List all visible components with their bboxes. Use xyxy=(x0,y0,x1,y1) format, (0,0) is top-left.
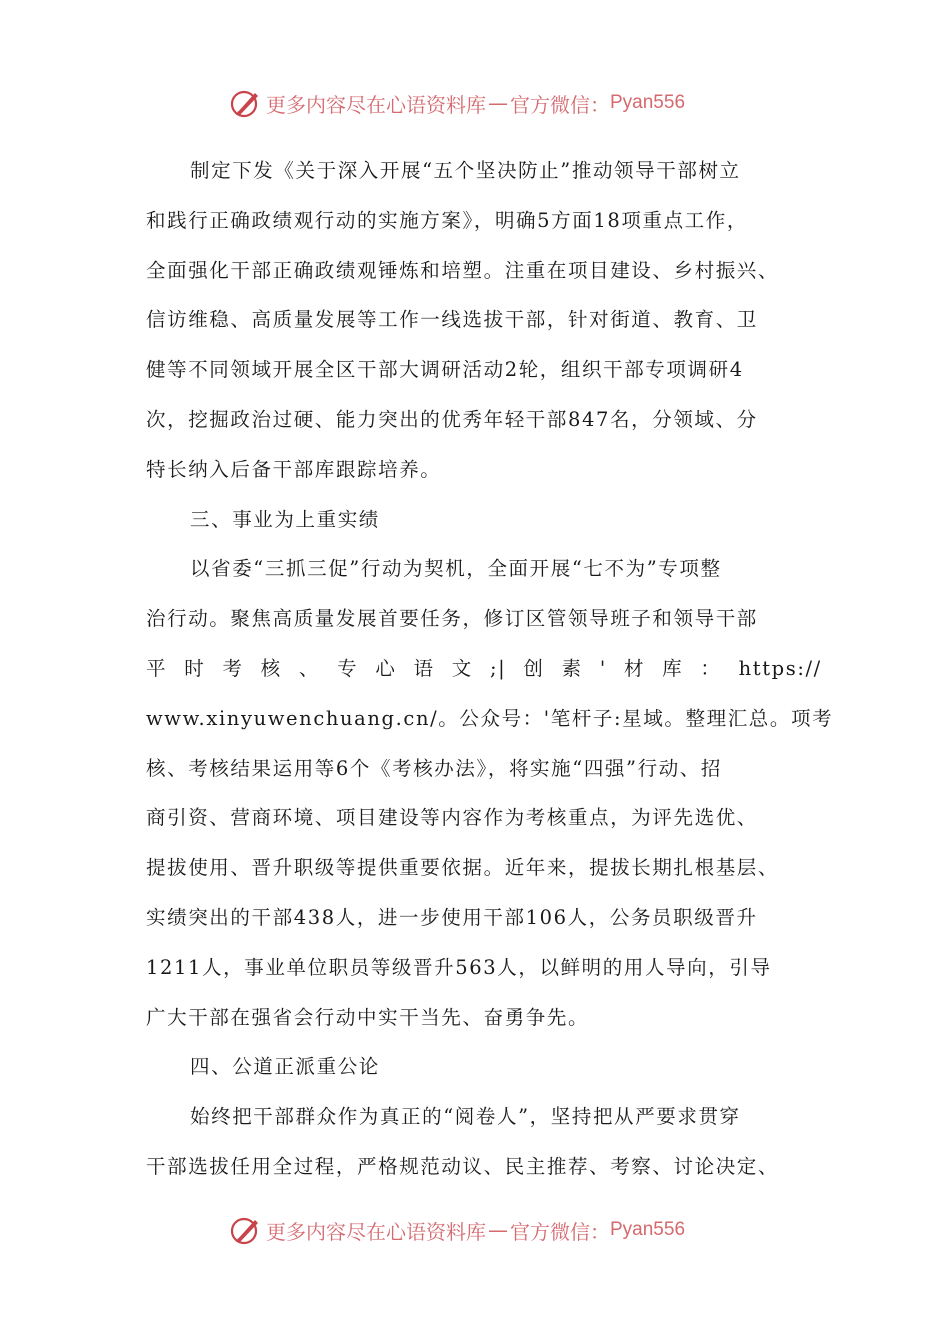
watermark-banner-top xyxy=(228,86,685,120)
spaced-char: ;| xyxy=(489,656,507,680)
spaced-char: 考 xyxy=(222,656,244,680)
paragraph-line: 和践行正确政绩观行动的实施方案》，明确5方面18项重点工作， xyxy=(146,208,748,232)
spaced-paragraph-line xyxy=(146,644,822,694)
spaced-char: 时 xyxy=(184,656,206,680)
paragraph-line: 制定下发《关于深入开展“五个坚决防止”推动领导干部树立 xyxy=(190,159,741,182)
document-body xyxy=(146,146,834,1192)
paragraph-line: 广大干部在强省会行动中实干当先、奋勇争先。 xyxy=(146,1005,590,1029)
paragraph-line: 以省委“三抓三促”行动为契机，全面开展“七不为”专项整 xyxy=(190,557,722,581)
banner-dash: — xyxy=(488,91,508,115)
spaced-char: 专 xyxy=(337,656,359,680)
banner-brand-text: 更多内容尽在心语资料库 xyxy=(266,92,486,117)
paragraph-line: www.xinyuwenchuang.cn/。公众号：'笔杆子:星域。整理汇总。项考 xyxy=(146,706,834,730)
paragraph-line: 信访维稳、高质量发展等工作一线选拔干部，针对街道、教育、卫 xyxy=(146,308,758,332)
banner-official-label: 官方微信： xyxy=(510,1219,610,1244)
url-text: https:// xyxy=(738,656,822,680)
watermark-banner-bottom xyxy=(228,1213,685,1247)
spaced-char: 语 xyxy=(413,656,435,680)
spaced-char: 、 xyxy=(298,656,320,680)
paragraph-line: 提拔使用、晋升职级等提供重要依据。近年来，提拔长期扎根基层、 xyxy=(146,856,780,880)
paragraph-line: 1211人，事业单位职员等级晋升563人，以鲜明的用人导向，引导 xyxy=(146,955,772,979)
spaced-char: 核 xyxy=(260,656,282,680)
spaced-char: ： xyxy=(700,656,722,680)
pen-logo-icon xyxy=(228,1213,262,1247)
paragraph-line: 干部选拔任用全过程，严格规范动议、民主推荐、考察、讨论决定、 xyxy=(146,1154,780,1178)
spaced-char: 平 xyxy=(146,656,168,680)
banner-brand-text: 更多内容尽在心语资料库 xyxy=(266,1219,486,1244)
spaced-char: 心 xyxy=(375,656,397,680)
spaced-char: 材 xyxy=(623,656,646,680)
paragraph-line: 商引资、营商环境、项目建设等内容作为考核重点，为评先选优、 xyxy=(146,806,758,830)
spaced-char: 文 xyxy=(451,656,473,680)
paragraph-line: 始终把干部群众作为真正的“阅卷人”，坚持把从严要求贯穿 xyxy=(190,1105,741,1129)
paragraph-line: 次，挖掘政治过硬、能力突出的优秀年轻干部847名，分领域、分 xyxy=(146,407,758,431)
paragraph-line: 健等不同领域开展全区干部大调研活动2轮，组织干部专项调研4 xyxy=(146,358,744,382)
paragraph-line: 实绩突出的干部438人，进一步使用干部106人，公务员职级晋升 xyxy=(146,905,758,929)
spaced-char: ' xyxy=(599,656,607,680)
banner-official-label: 官方微信： xyxy=(510,92,610,117)
paragraph-line: 全面强化干部正确政绩观锤炼和培塑。注重在项目建设、乡村振兴、 xyxy=(146,258,780,282)
spaced-char: 素 xyxy=(561,656,583,680)
pen-logo-icon xyxy=(228,86,262,120)
banner-wechat-id: Pyan556 xyxy=(610,92,686,113)
banner-dash: — xyxy=(488,1218,508,1242)
section-heading-3: 三、事业为上重实绩 xyxy=(190,507,380,531)
section-heading-4: 四、公道正派重公论 xyxy=(190,1055,380,1079)
paragraph-line: 特长纳入后备干部库跟踪培养。 xyxy=(146,457,442,481)
spaced-char: 库 xyxy=(662,656,684,680)
paragraph-line: 治行动。聚焦高质量发展首要任务，修订区管领导班子和领导干部 xyxy=(146,607,758,631)
banner-wechat-id: Pyan556 xyxy=(610,1219,686,1240)
paragraph-line: 核、考核结果运用等6个《考核办法》，将实施“四强”行动、招 xyxy=(146,756,722,780)
spaced-char: 创 xyxy=(523,656,545,680)
